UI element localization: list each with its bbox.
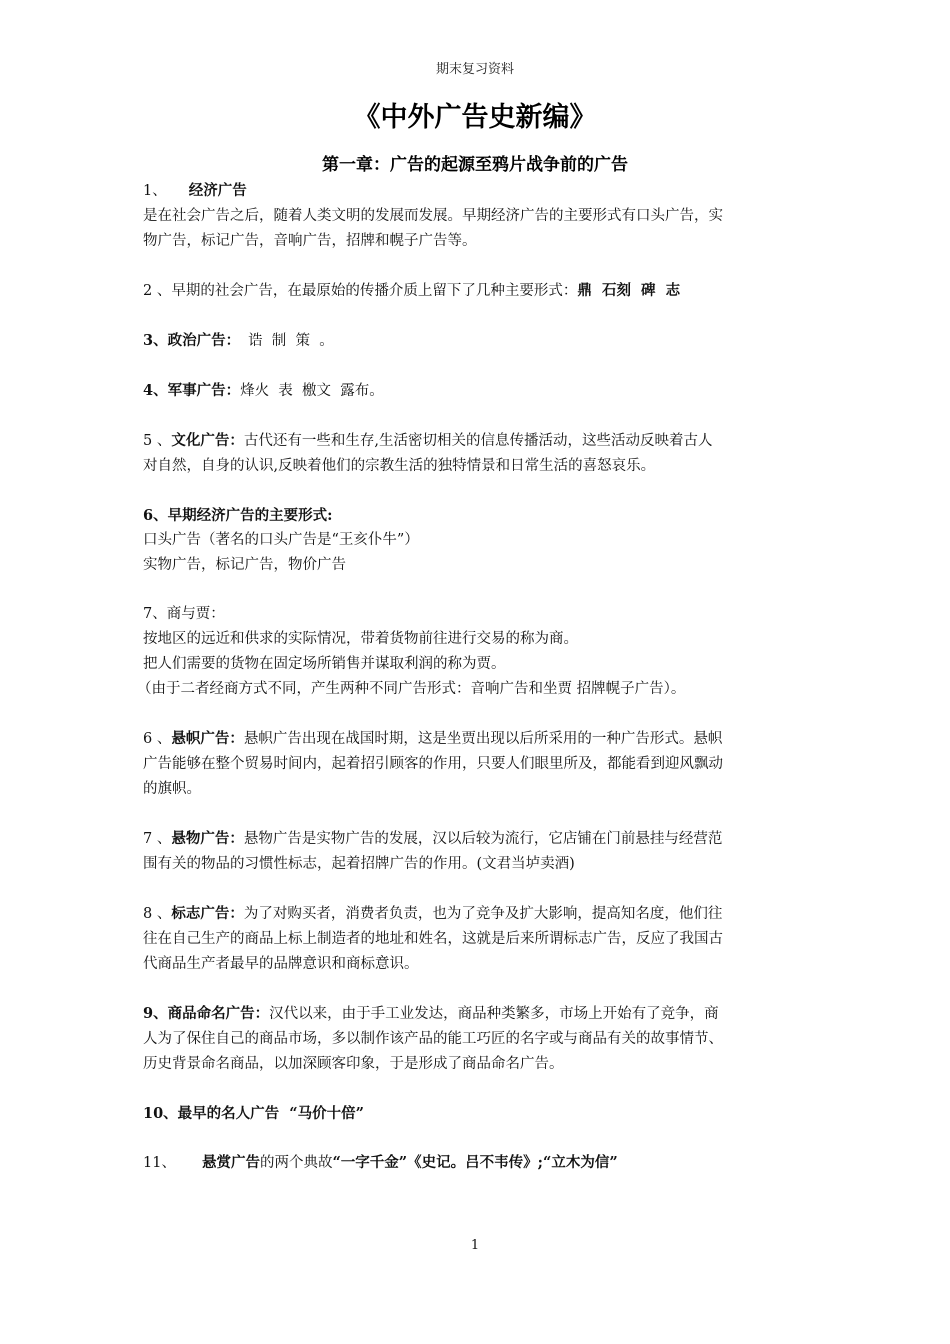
paragraph-line: 人为了保住自己的商品市场，多以制作该产品的能工巧匠的名字或与商品有关的故事情节、 [143,1031,723,1047]
section-heading [143,178,823,204]
paragraph-line: 10、最早的名人广告 “马价十倍” [143,1105,364,1122]
paragraph-line [143,901,823,927]
section-label: 悬赏广告 [201,1154,260,1171]
paragraph-line [143,378,823,404]
section-text: 古代还有一些和生存,生活密切相关的信息传播活动，这些活动反映着古人 [243,433,713,449]
paragraph-line [143,1150,823,1176]
section-early-forms [143,503,823,578]
section-emphasis: 鼎 石刻 碑 志 [577,282,681,299]
paragraph-line: 物广告，标记广告，音响广告，招牌和幌子广告等。 [143,233,477,249]
paragraph-line: 是在社会广告之后，随着人类文明的发展而发展。早期经济广告的主要形式有口头广告，实 [143,208,723,224]
paragraph-line [143,328,823,354]
paragraph-line: 往在自己生产的商品上标上制造者的地址和姓名，这就是后来所谓标志广告，反应了我国古 [143,931,723,947]
paragraph-line [143,428,823,454]
document-body [137,178,823,1200]
section-cultural-ads [143,428,823,479]
section-merchants [137,602,823,702]
paragraph-line: 围有关的物品的习惯性标志，起着招牌广告的作用。(文君当垆卖酒) [143,856,575,872]
paragraph-line: 代商品生产者最早的品牌意识和商标意识。 [143,956,419,972]
page-header: 期末复习资料 [435,62,514,77]
paragraph-line [143,826,823,852]
section-text: 汉代以来，由于手工业发达，商品种类繁多，市场上开始有了竞争，商 [269,1006,719,1022]
section-mark-ads [143,901,823,977]
section-label: 4、军事广告： [143,382,241,399]
section-text: 烽火 表 檄文 露布。 [240,383,384,399]
section-number: 5 、 [143,433,172,449]
section-heading: 6、早期经济广告的主要形式: [143,507,333,524]
section-product-naming-ads [143,1001,823,1077]
section-number: 1、 [143,183,167,199]
section-text: 悬物广告是实物广告的发展，汉以后较为流行，它店铺在门前悬挂与经营范 [243,831,723,847]
section-text: 2 、早期的社会广告，在最原始的传播介质上留下了几种主要形式： [143,283,578,299]
section-military-ads [143,378,823,404]
section-hanging-object-ads [143,826,823,877]
paragraph-line [143,1001,823,1027]
chapter-heading: 第一章：广告的起源至鸦片战争前的广告 [322,155,628,175]
paragraph-line: 对自然，自身的认识,反映着他们的宗教生活的独特情景和日常生活的喜怒哀乐。 [143,458,656,474]
section-number: 8 、 [143,906,172,922]
document-title: 《中外广告史新编》 [353,102,597,133]
section-label: 悬物广告： [171,830,244,847]
paragraph-line [143,726,823,752]
section-banner-ads [143,726,823,802]
section-number: 11、 [143,1155,176,1171]
section-heading: 7、商与贾： [143,606,225,622]
section-text: 为了对购买者，消费者负责，也为了竞争及扩大影响，提高知名度，他们往 [243,906,723,922]
section-label: 文化广告： [171,432,244,449]
paragraph-line [143,278,823,304]
paragraph-line: 历史背景命名商品，以加深顾客印象，于是形成了商品命名广告。 [143,1056,564,1072]
page-number: 1 [470,1238,480,1253]
section-label: 标志广告： [171,905,244,922]
paragraph-line: 按地区的远近和供求的实际情况，带着货物前往进行交易的称为商。 [143,631,578,647]
section-text: 悬帜广告出现在战国时期，这是坐贾出现以后所采用的一种广告形式。悬帜 [243,731,723,747]
paragraph-line: 实物广告，标记广告，物价广告 [143,557,346,573]
section-label: 9、商品命名广告： [143,1005,270,1022]
paragraph-line: 口头广告（著名的口头广告是“王亥仆牛”） [143,532,419,548]
section-emphasis: “一字千金”《史记。吕不韦传》;“立木为信” [332,1154,618,1171]
section-label: 悬帜广告： [171,730,244,747]
paragraph-line: 广告能够在整个贸易时间内，起着招引顾客的作用，只要人们眼里所及，都能看到迎风飘动 [143,756,723,772]
section-number: 6 、 [143,731,172,747]
section-label: 3、政治广告： [143,332,241,349]
section-text: 诰 制 策 。 [248,333,334,349]
section-number: 7 、 [143,831,172,847]
section-social-ads [143,278,823,304]
section-political-ads [143,328,823,354]
paragraph-line: 把人们需要的货物在固定场所销售并谋取利润的称为贾。 [143,656,506,672]
paragraph-line: 的旗帜。 [143,781,201,797]
section-celebrity-ads [143,1101,823,1126]
paragraph-line: （由于二者经商方式不同，产生两种不同广告形式：音响广告和坐贾 招牌幌子广告）。 [137,681,686,697]
section-economic-ads [143,178,823,254]
section-title: 经济广告 [188,182,247,199]
section-text: 的两个典故 [259,1155,333,1171]
section-reward-ads [143,1150,823,1176]
